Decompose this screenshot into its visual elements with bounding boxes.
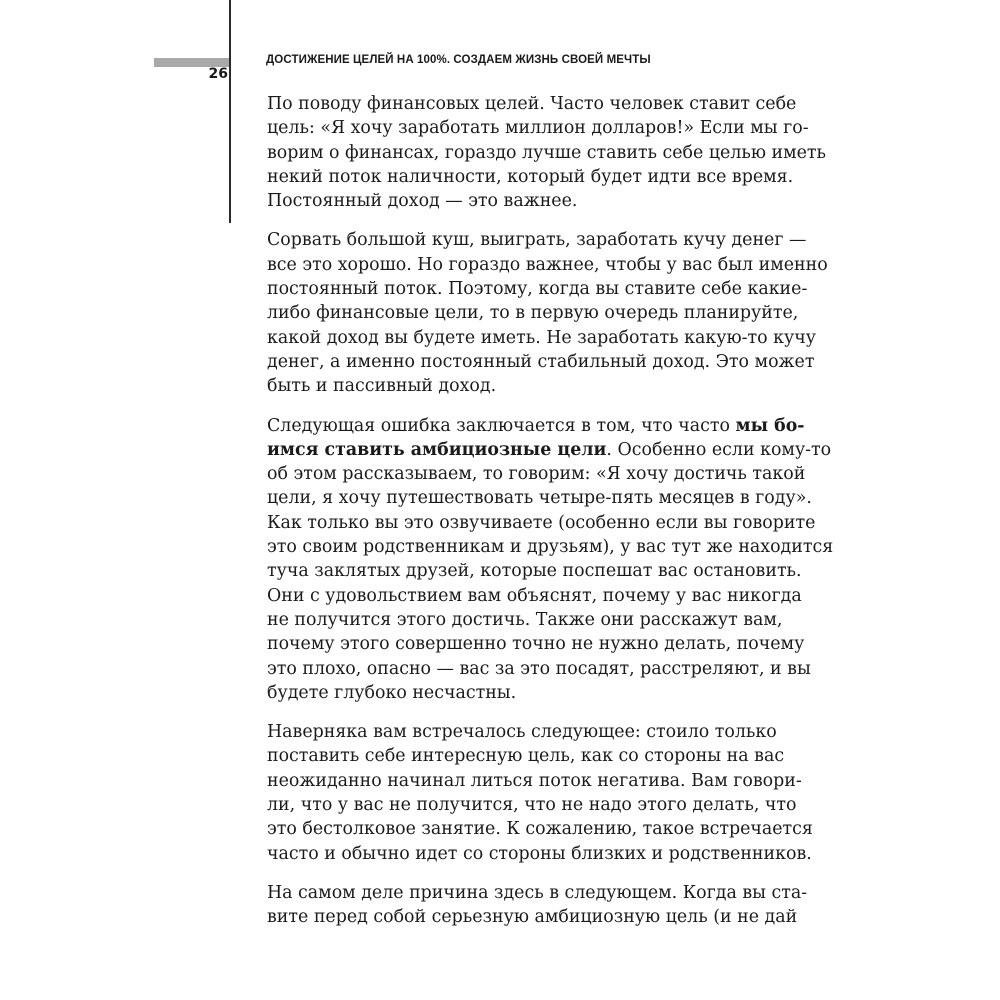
text-line: Постоянный доход — это важнее.: [267, 191, 578, 212]
text-line: почему этого совершенно точно не нужно делать, почему: [267, 634, 805, 655]
text-line: цель: «Я хочу заработать миллион долларов!» Если мы го-: [267, 118, 809, 139]
text-line: будете глубоко несчастны.: [267, 682, 517, 703]
paragraph-5: [267, 881, 808, 930]
text-line: денег, а именно постоянный стабильный доход. Это может: [267, 351, 815, 372]
text-line: часто и обычно идет со стороны близких и родственников.: [267, 843, 812, 864]
text-line: Как только вы это озвучиваете (особенно если вы говорите: [267, 512, 816, 533]
paragraph-3: [267, 414, 834, 706]
text-line: Наверняка вам встречалось следующее: стоило только: [267, 722, 777, 743]
text-line: ли, что у вас не получится, что не надо этого делать, что: [267, 795, 797, 816]
text-run: Следующая ошибка заключается в том, что часто: [267, 415, 736, 436]
text-line: туча заклятых друзей, которые поспешат вас остановить.: [267, 561, 802, 582]
text-line: По поводу финансовых целей. Часто человек ставит себе: [267, 94, 797, 114]
text-line: это бестолковое занятие. К сожалению, такое встречается: [267, 819, 813, 840]
paragraph-2: [267, 228, 828, 398]
text-line: На самом деле причина здесь в следующем. Когда вы ста-: [267, 882, 808, 903]
paragraph-4: [267, 720, 813, 866]
text-run: . Особенно если кому-то: [606, 439, 832, 460]
text-line: быть и пассивный доход.: [267, 376, 497, 397]
text-line: Сорвать большой куш, выиграть, заработать кучу денег —: [267, 230, 807, 251]
text-line: не получится этого достичь. Также они расскажут вам,: [267, 609, 783, 630]
text-line: постоянный поток. Поэтому, когда вы ставите себе какие-: [267, 279, 808, 300]
page-number: 26: [208, 66, 228, 82]
text-line: неожиданно начинал литься поток негатива. Вам говори-: [267, 770, 802, 791]
margin-vertical-rule: [229, 0, 231, 223]
bold-emphasis: мы бо-: [735, 415, 805, 436]
text-line: Они с удовольствием вам объяснят, почему у вас никогда: [267, 585, 802, 606]
text-line: [267, 438, 832, 462]
text-line: поставить себе интересную цель, как со стороны на вас: [267, 746, 785, 767]
text-line: вите перед собой серьезную амбициозную цель (и не дай: [267, 907, 798, 928]
body-text: [267, 92, 834, 945]
text-line: либо финансовые цели, то в первую очередь планируйте,: [267, 303, 799, 324]
text-line: [267, 414, 805, 438]
running-title: ДОСТИЖЕНИЕ ЦЕЛЕЙ НА 100%. СОЗДАЕМ ЖИЗНЬ СВОЕЙ МЕЧТЫ: [266, 54, 651, 66]
text-line: цели, я хочу путешествовать четыре-пять месяцев в году».: [267, 488, 812, 509]
text-line: ворим о финансах, гораздо лучше ставить себе целью иметь: [267, 142, 827, 163]
paragraph-1: [267, 92, 827, 213]
text-line: какой доход вы будете иметь. Не заработать какую-то кучу: [267, 327, 816, 348]
bold-emphasis: имся ставить амбициозные цели: [267, 439, 607, 460]
text-line: все это хорошо. Но гораздо важнее, чтобы у вас был именно: [267, 254, 828, 275]
text-line: это плохо, опасно — вас за это посадят, расстреляют, и вы: [267, 658, 811, 679]
text-line: об этом рассказываем, то говорим: «Я хочу достичь такой: [267, 464, 806, 485]
text-line: это своим родственникам и друзьям), у вас тут же находится: [267, 537, 834, 558]
text-line: некий поток наличности, который будет идти все время.: [267, 166, 794, 187]
